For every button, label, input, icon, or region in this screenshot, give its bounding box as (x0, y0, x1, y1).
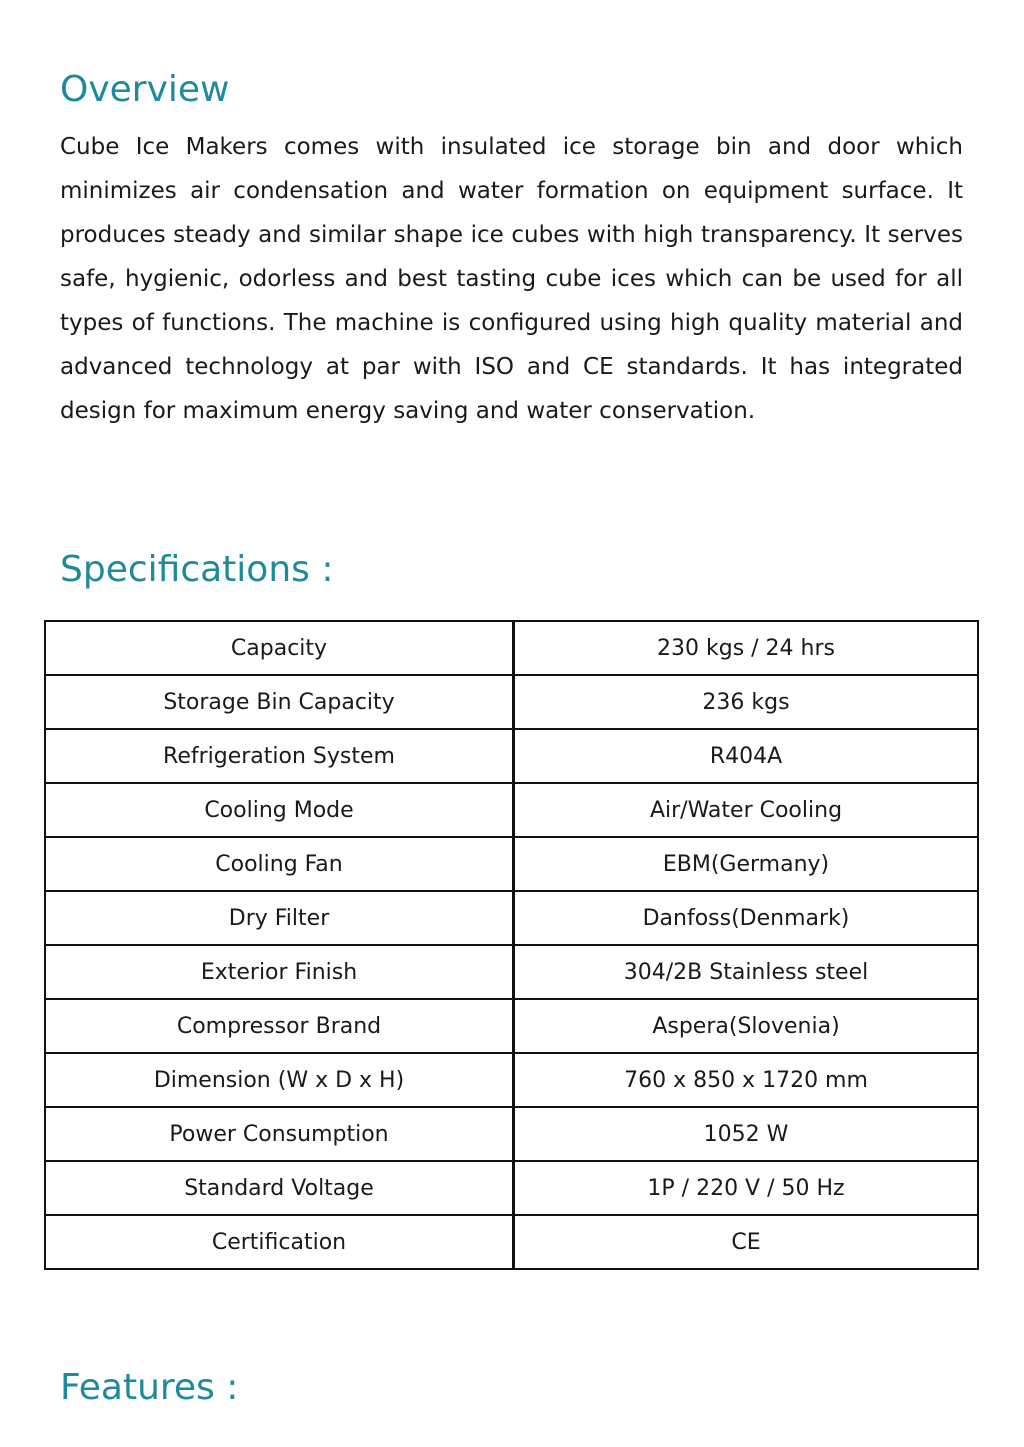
features-heading: Features : (60, 1367, 239, 1408)
overview-heading: Overview (60, 69, 230, 110)
spec-value-cooling-fan: EBM(Germany) (514, 837, 979, 891)
spec-label-capacity: Capacity (45, 621, 514, 675)
table-row (45, 1215, 978, 1269)
spec-label-cooling-mode: Cooling Mode (45, 783, 514, 837)
spec-value-storage-bin-capacity: 236 kgs (514, 675, 979, 729)
spec-value-power-consumption: 1052 W (514, 1107, 979, 1161)
spec-value-refrigeration-system: R404A (514, 729, 979, 783)
spec-label-standard-voltage: Standard Voltage (45, 1161, 514, 1215)
spec-label-compressor-brand: Compressor Brand (45, 999, 514, 1053)
table-row (45, 1161, 978, 1215)
spec-value-dry-filter: Danfoss(Denmark) (514, 891, 979, 945)
table-row (45, 1053, 978, 1107)
spec-label-power-consumption: Power Consumption (45, 1107, 514, 1161)
table-row (45, 1107, 978, 1161)
spec-label-certification: Certification (45, 1215, 514, 1269)
specifications-table (44, 620, 979, 1270)
specifications-heading: Specifications : (60, 549, 334, 590)
spec-value-dimension: 760 x 850 x 1720 mm (514, 1053, 979, 1107)
table-row (45, 837, 978, 891)
table-row (45, 891, 978, 945)
table-row (45, 621, 978, 675)
spec-value-exterior-finish: 304/2B Stainless steel (514, 945, 979, 999)
spec-label-refrigeration-system: Refrigeration System (45, 729, 514, 783)
spec-label-dry-filter: Dry Filter (45, 891, 514, 945)
spec-label-storage-bin-capacity: Storage Bin Capacity (45, 675, 514, 729)
spec-label-cooling-fan: Cooling Fan (45, 837, 514, 891)
spec-value-compressor-brand: Aspera(Slovenia) (514, 999, 979, 1053)
spec-value-cooling-mode: Air/Water Cooling (514, 783, 979, 837)
table-row (45, 945, 978, 999)
spec-value-standard-voltage: 1P / 220 V / 50 Hz (514, 1161, 979, 1215)
table-row (45, 675, 978, 729)
spec-label-exterior-finish: Exterior Finish (45, 945, 514, 999)
table-row (45, 999, 978, 1053)
table-row (45, 783, 978, 837)
overview-paragraph: Cube Ice Makers comes with insulated ice storage bin and door which minimizes air condensation and water formation on equipment surface. It produces steady and similar shape ice cubes with high transparency. It serves safe, hygienic, odorless and best tasting cube ices which can be used for all types of functions. The machine is configured using high quality material and advanced technology at par with ISO and CE standards. It has integrated design for maximum energy saving and water conservation. (60, 134, 963, 424)
spec-value-certification: CE (514, 1215, 979, 1269)
spec-label-dimension: Dimension (W x D x H) (45, 1053, 514, 1107)
spec-value-capacity: 230 kgs / 24 hrs (514, 621, 979, 675)
table-row (45, 729, 978, 783)
